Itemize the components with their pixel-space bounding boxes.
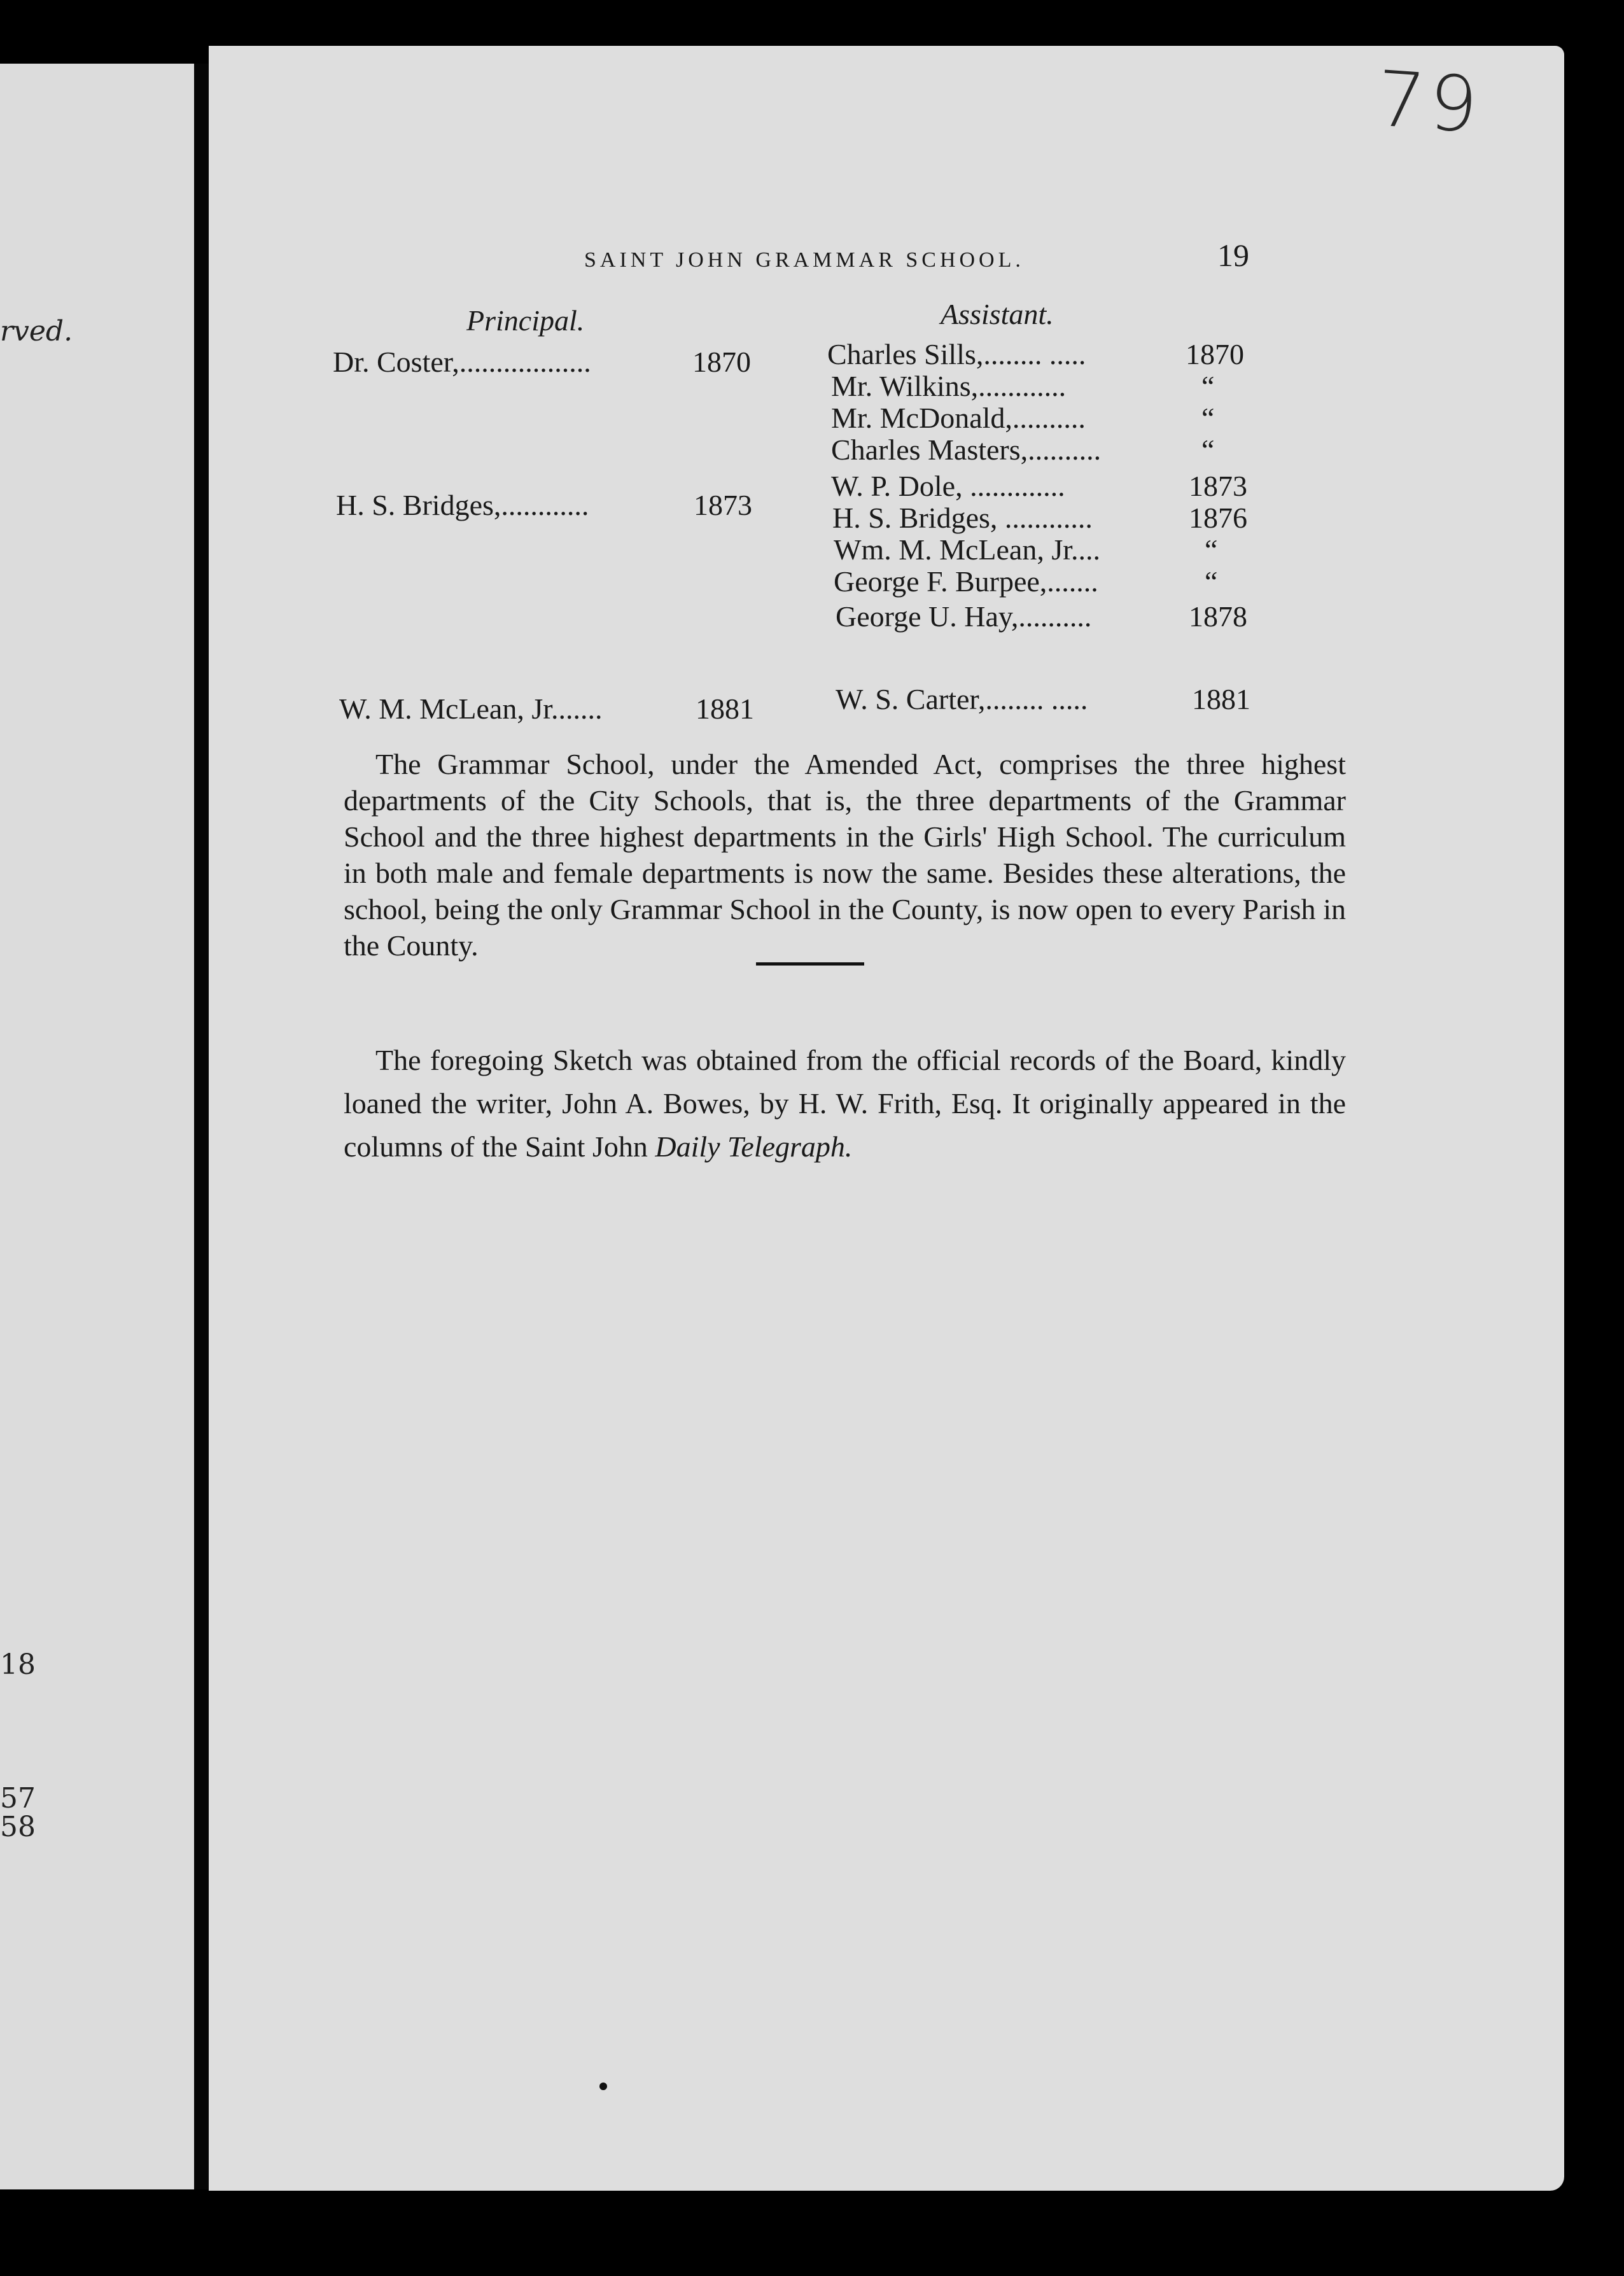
body-paragraph [344,746,1346,964]
assistant-year: 1870 [1186,338,1244,370]
assistant-year: 1878 [1189,600,1247,633]
principal-name: Dr. Coster,.................. [333,346,591,378]
previous-page-fragment: 58 [0,1811,36,1843]
assistant-name: George U. Hay,.......... [836,600,1092,633]
principal-column-header: Principal. [466,304,585,337]
principal-row [336,488,589,522]
assistant-row [836,682,1088,716]
body-paragraph [344,1039,1346,1169]
assistant-name: Mr. Wilkins,............ [831,370,1067,402]
assistant-name: W. P. Dole, ............. [831,470,1065,502]
assistant-year: “ [1205,565,1218,598]
paragraph-text [344,1039,1346,1169]
assistant-year: 1873 [1189,470,1247,502]
handwritten-page-number: 79 [1373,55,1485,151]
principal-row [339,692,603,726]
assistant-row [834,565,1098,598]
assistant-year: “ [1201,402,1215,434]
previous-page-fragment: 18 [0,1648,36,1681]
assistant-row [832,501,1093,535]
principal-row [333,345,591,379]
running-head: SAINT JOHN GRAMMAR SCHOOL. [584,248,1025,272]
assistant-row [834,533,1100,566]
assistant-year: 1876 [1189,502,1247,534]
previous-page-strip [0,64,196,2189]
principal-year: 1870 [692,346,751,378]
page-gutter [194,64,209,2189]
assistant-year: 1881 [1192,683,1250,715]
principal-year: 1873 [694,489,752,521]
assistant-name: Charles Sills,........ ..... [827,338,1086,370]
assistant-name: Wm. M. McLean, Jr.... [834,533,1101,566]
assistant-row [831,433,1101,467]
assistant-name: Charles Masters,.......... [831,433,1102,466]
assistant-name: Mr. McDonald,.......... [831,402,1086,434]
assistant-row [831,369,1066,403]
printed-page-number: 19 [1217,237,1249,273]
principal-name: W. M. McLean, Jr....... [339,692,603,725]
assistant-year: “ [1201,370,1215,402]
assistant-year: “ [1205,533,1218,566]
newspaper-title: Daily Telegraph. [655,1130,853,1163]
assistant-name: H. S. Bridges, ............ [832,502,1093,534]
assistant-row [831,469,1065,503]
section-divider [756,962,864,966]
assistant-year: “ [1201,433,1215,466]
assistant-row [836,600,1091,633]
assistant-row [827,337,1086,371]
principal-name: H. S. Bridges,............ [336,489,589,521]
previous-page-fragment: 57 [0,1782,36,1815]
assistant-name: W. S. Carter,........ ..... [836,683,1088,715]
paragraph-text-main: The foregoing Sketch was obtained from the official records of the Board, kindly loaned the writer, John A. Bowes, by H. W. Frith, Esq. It originally appeared in the columns of the Saint John [344,1044,1346,1163]
assistant-name: George F. Burpee,....... [834,565,1098,598]
assistant-row [831,401,1086,435]
previous-page-fragment: rved. [0,315,73,348]
assistant-column-header: Assistant. [941,298,1054,330]
paragraph-text: The Grammar School, under the Amended Act, comprises the three highest departments of the City Schools, that is, the three departments of the Grammar School and the three highest departments in the Girls' High School. The curriculum in both male and female departments is now the same. Besides these alterations, the school, being the only Grammar School in the County, is now open to every Parish in the County. [344,748,1346,962]
ink-dot [599,2083,607,2090]
principal-year: 1881 [696,692,754,725]
document-page [209,46,1564,2191]
